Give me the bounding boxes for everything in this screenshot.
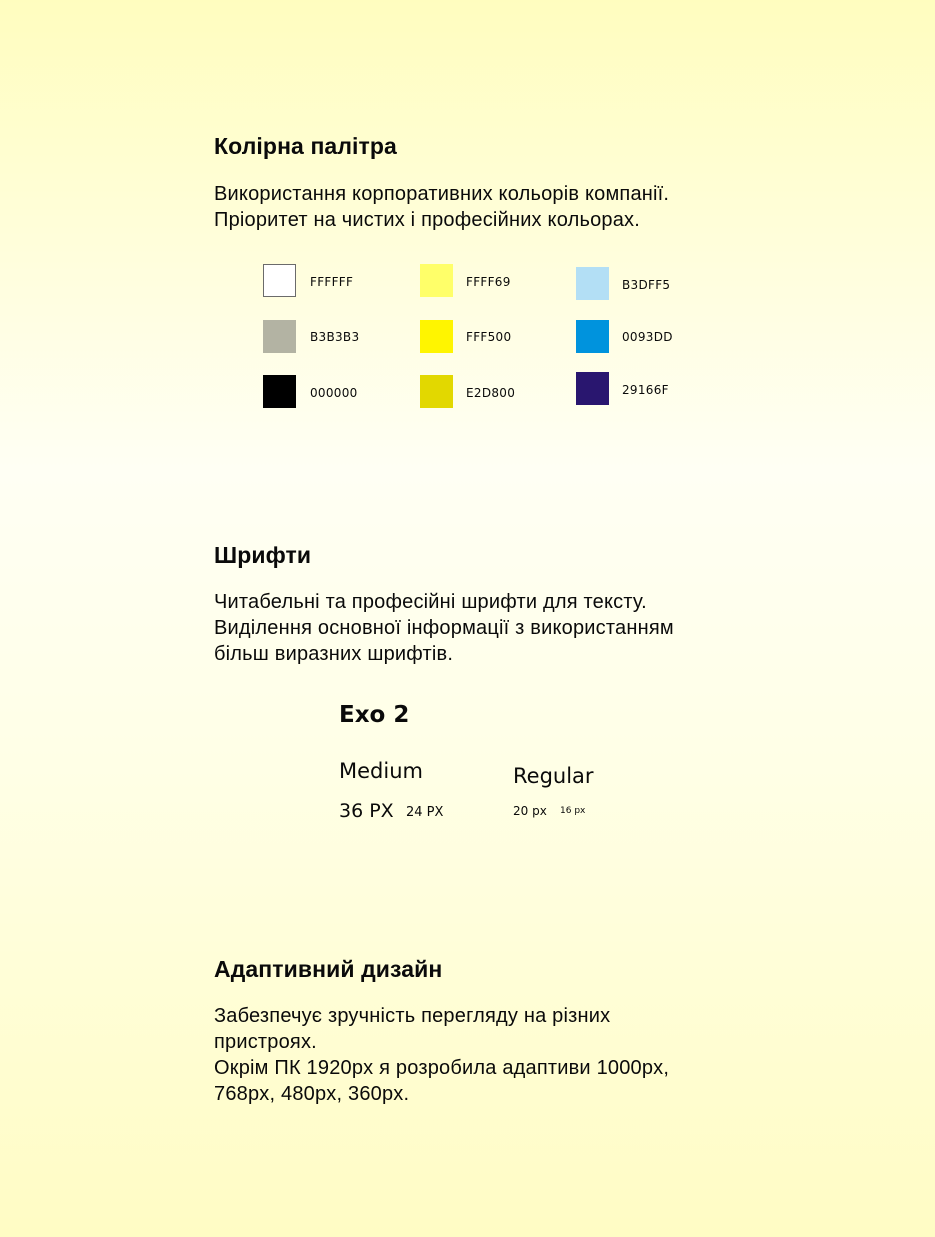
regular-size-large: 20 px [513, 804, 547, 818]
fonts-title: Шрифти [214, 542, 312, 568]
color-code: FFF500 [466, 330, 512, 344]
color-swatch [576, 267, 609, 300]
color-swatch [420, 320, 453, 353]
color-code: B3B3B3 [310, 330, 360, 344]
color-swatch [420, 264, 453, 297]
color-swatch [420, 375, 453, 408]
color-code: FFFF69 [466, 275, 511, 289]
regular-size-small: 16 px [560, 806, 586, 816]
color-swatch [263, 320, 296, 353]
palette-title: Колірна палітра [214, 133, 397, 159]
fonts-description: Читабельні та професійні шрифти для тексту. Виділення основної інформації з використанням більш виразних шрифтів. [214, 591, 674, 665]
color-swatch [263, 264, 296, 297]
adaptive-title: Адаптивний дизайн [214, 956, 443, 982]
color-code: E2D800 [466, 386, 516, 400]
font-family-name: Exo 2 [339, 702, 410, 728]
color-code: FFFFFF [310, 275, 354, 289]
medium-size-small: 24 PX [406, 805, 444, 820]
color-code: 000000 [310, 386, 358, 400]
font-weight-regular: Regular [513, 764, 594, 788]
palette-description: Використання корпоративних кольорів компанії. Пріоритет на чистих і професійних кольорах. [214, 183, 670, 231]
color-code: 0093DD [622, 330, 673, 344]
color-code: 29166F [622, 383, 669, 397]
color-swatch [576, 372, 609, 405]
medium-size-large: 36 PX [339, 800, 394, 822]
adaptive-description: Забезпечує зручність перегляду на різних пристроях. Окрім ПК 1920px я розробила адаптиви 1000px, 768px, 480px, 360px. [214, 1005, 670, 1105]
color-swatch [576, 320, 609, 353]
font-weight-medium: Medium [339, 759, 423, 783]
color-code: B3DFF5 [622, 278, 671, 292]
color-swatch [263, 375, 296, 408]
